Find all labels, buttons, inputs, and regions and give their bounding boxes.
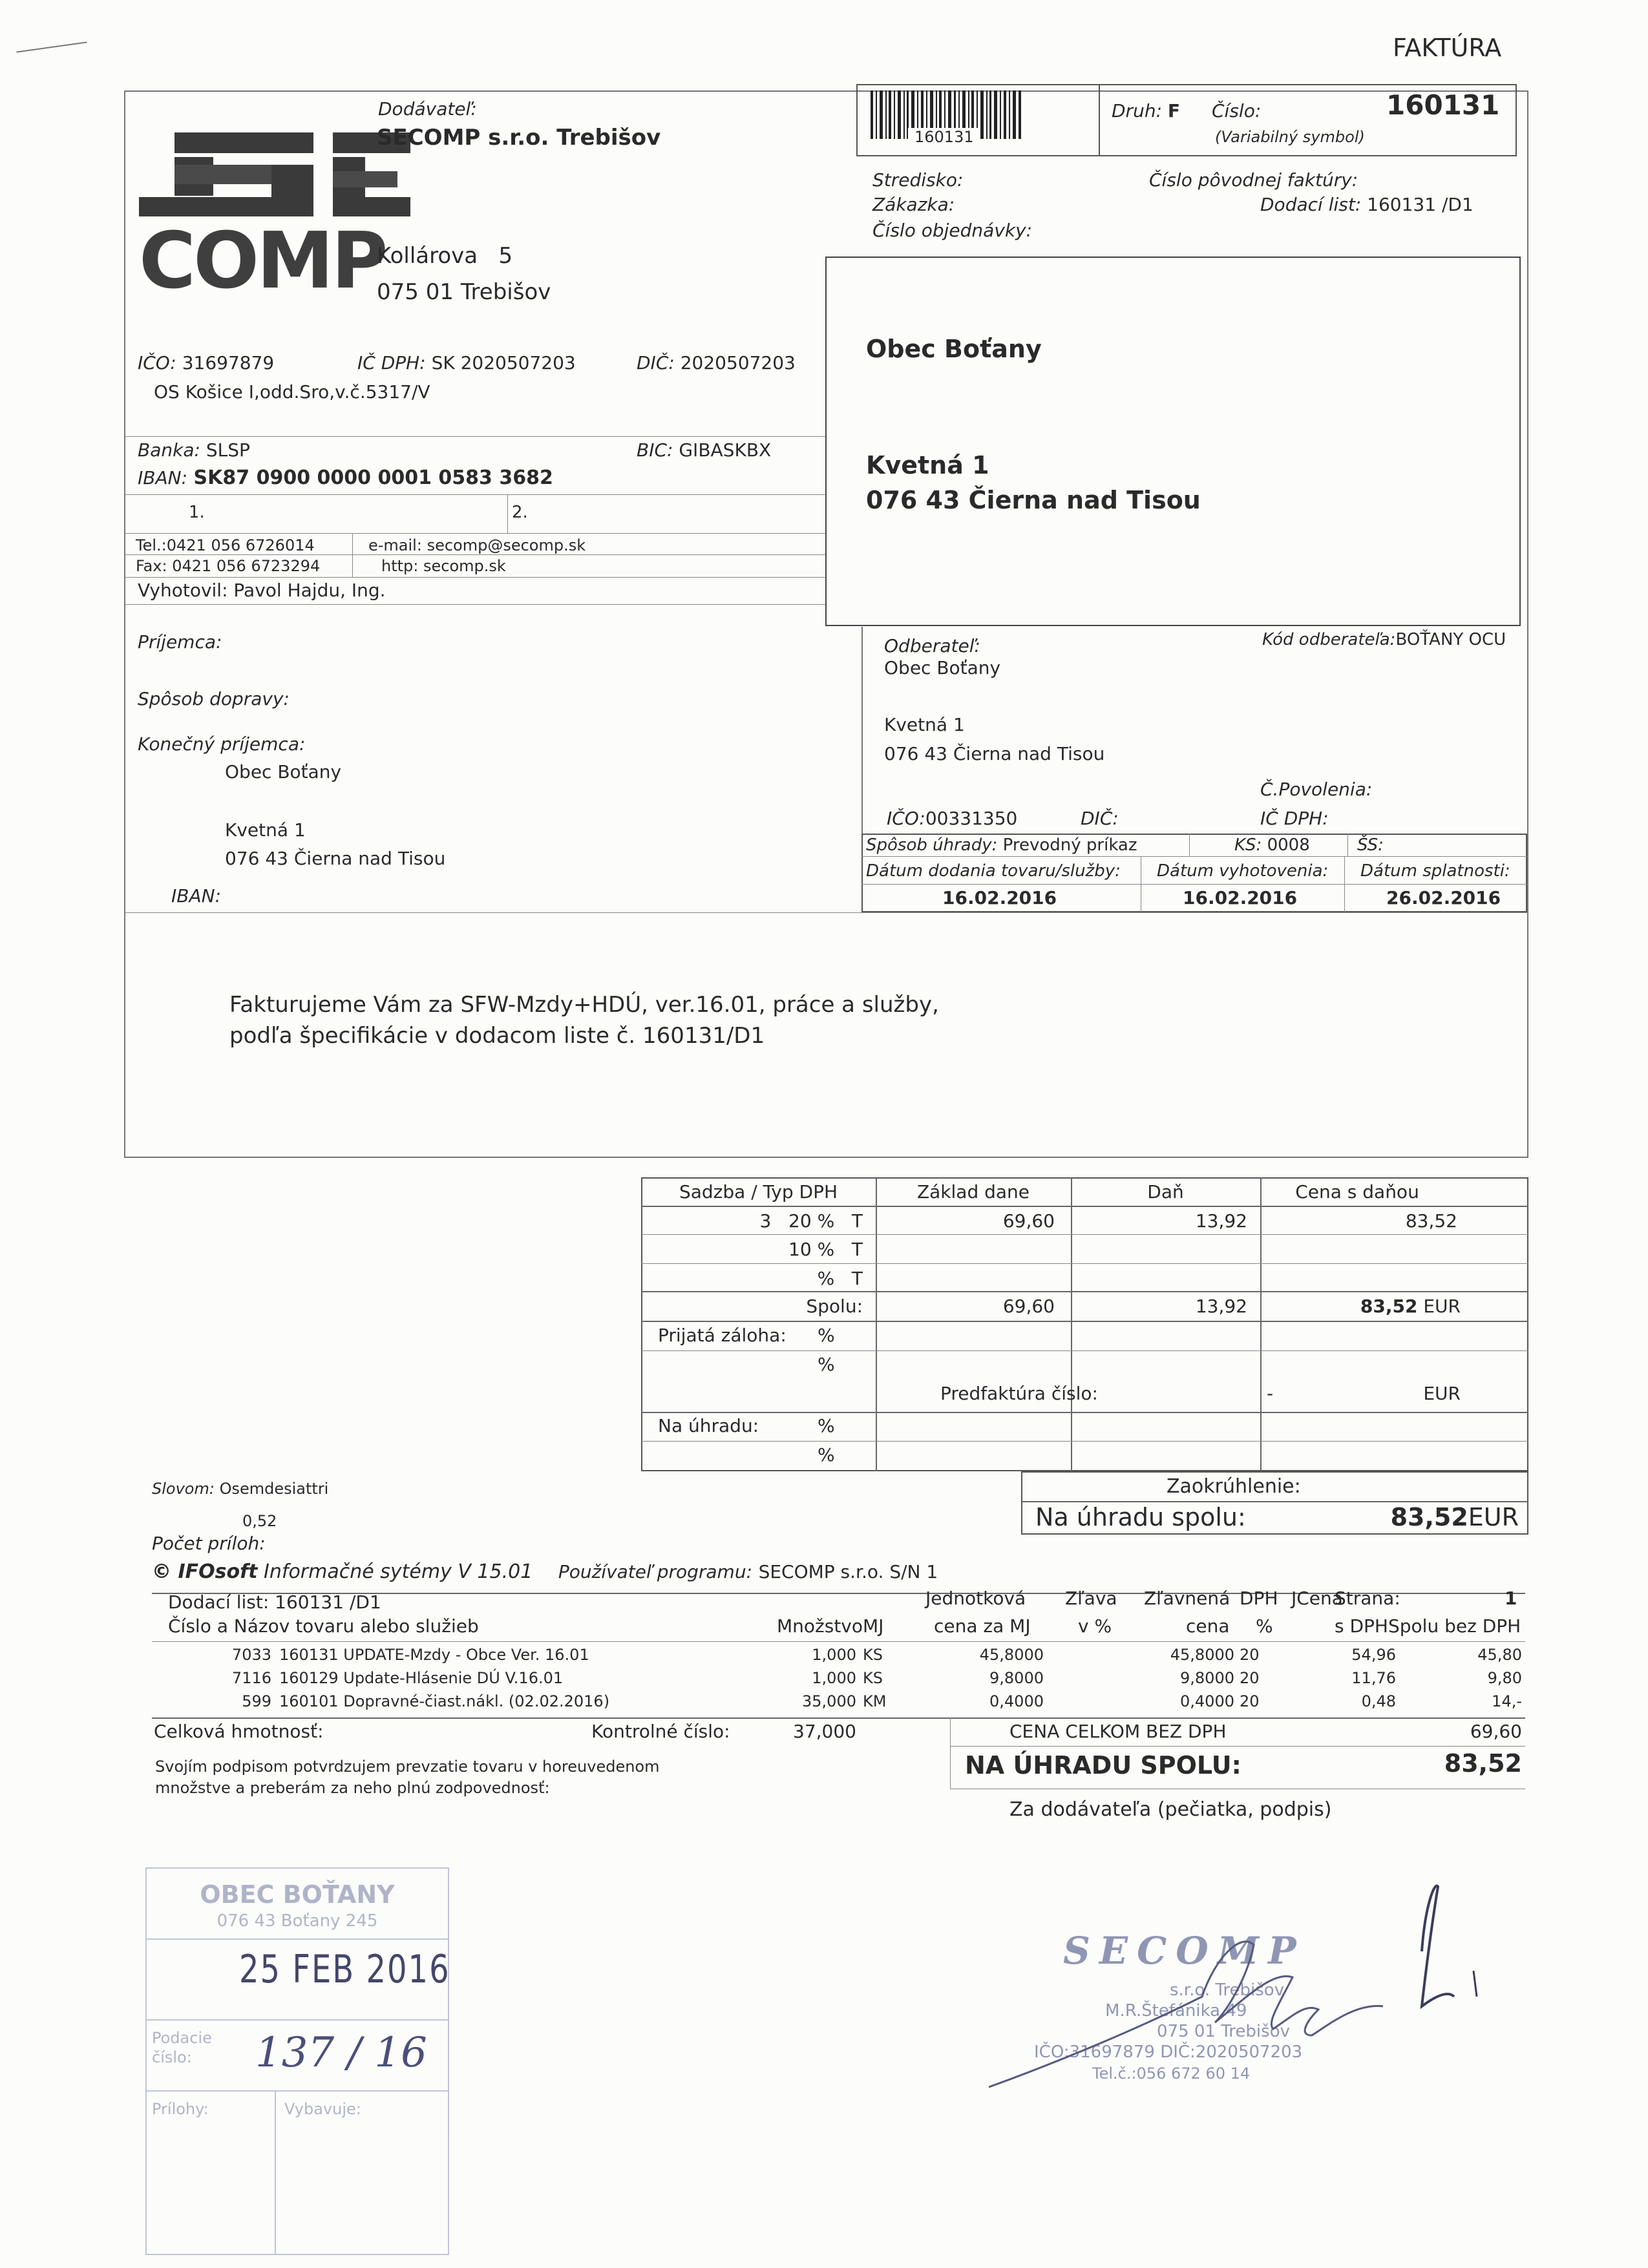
konecny-prijemca-street: Kvetná 1 [225, 819, 306, 841]
vat-rate-10: 10 % T [788, 1239, 863, 1260]
supplier-name: SECOMP s.r.o. Trebišov [377, 125, 661, 151]
supplier-stamp: SECOMP s.r.o. Trebišov M.R.Štefánika 49 075 01 Trebišov IČO:31697879 DIČ:2020507203 Tel.č.:056 672 60 14 [1034, 1929, 1305, 2083]
divider [124, 554, 825, 555]
ks: KS: 0008 [1234, 835, 1310, 855]
divider [950, 1746, 1525, 1747]
recipient-address-box [825, 257, 1521, 626]
h-dph: DPH [1240, 1588, 1278, 1609]
handwritten-number: 137 / 16 [255, 2029, 427, 2077]
description-line2: podľa špecifikácie v dodacom liste č. 160131/D1 [229, 1023, 765, 1049]
doprava-label: Spôsob dopravy: [138, 688, 290, 709]
document-type: FAKTÚRA [1393, 34, 1502, 62]
logo-comp: COMP [139, 216, 386, 306]
supplier-dic: DIČ: 2020507203 [637, 352, 796, 373]
h-zlavnena: Zľavnená [1144, 1588, 1231, 1609]
stredisko-label: Stredisko: [872, 169, 964, 191]
divider [124, 577, 825, 578]
h-zlava: Zľava [1065, 1588, 1117, 1609]
supplier-street: Kollárova 5 [377, 243, 513, 269]
control-label: Kontrolné číslo: [591, 1721, 730, 1742]
h-s-dph: s DPH [1335, 1615, 1388, 1637]
spolu-base: 69,60 [1002, 1296, 1055, 1317]
divider [124, 912, 1528, 913]
divider [1071, 1177, 1072, 1471]
items-dodaci-list: Dodací list: 160131 /D1 [168, 1591, 381, 1613]
divider [641, 1441, 1528, 1442]
na-uhradu-label: Na úhradu: [658, 1415, 759, 1436]
customer-ico: IČO:00331350 [887, 808, 1018, 829]
dodaci-list: Dodací list: 160131 /D1 [1260, 194, 1474, 215]
h-v-pct: v % [1078, 1615, 1112, 1637]
prijemca-label: Príjemca: [138, 631, 222, 653]
povolenia-label: Č.Povolenia: [1260, 779, 1373, 800]
divider [641, 1206, 1528, 1207]
rounding-label: Zaokrúhlenie: [1167, 1475, 1301, 1498]
vat-header-base: Základ dane [916, 1181, 1030, 1202]
strana: 1 [1505, 1588, 1517, 1609]
received-date: 25 FEB 2016 [239, 1947, 450, 1992]
final-total: 83,52 [1444, 1749, 1522, 1778]
supplier-bank: Banka: SLSP [138, 439, 250, 461]
objednavka-label: Číslo objednávky: [872, 220, 1033, 241]
datum-vyhotovenia: 16.02.2016 [1183, 887, 1298, 908]
divider [1021, 1501, 1528, 1502]
supplier-tel: Tel.:0421 056 6726014 [136, 536, 315, 554]
barcode-number: 160131 [908, 128, 980, 146]
zaloha-label: Prijatá záloha: [658, 1325, 787, 1346]
h-jcena: JCena [1291, 1588, 1343, 1609]
h-cislo-nazov: Číslo a Názov tovaru alebo služieb [168, 1615, 479, 1637]
datum-vyhotovenia-label: Dátum vyhotovenia: [1157, 861, 1329, 881]
divider [507, 494, 508, 533]
spolu-tax: 13,92 [1195, 1296, 1247, 1317]
odberatel-label: Odberateľ: [884, 635, 980, 656]
item-row: 599 160101 Dopravné-čiast.nákl. (02.02.2016) 35,000 KM 0,4000 0,4000 20 0,48 14,- [242, 1692, 1522, 1710]
received-stamp: OBEC BOŤANY 076 43 Boťany 245 Podacie číslo: Prílohy: Vybavuje: [145, 1867, 449, 2268]
divider [641, 1412, 1528, 1413]
zaloha-pct-2: % [818, 1354, 835, 1375]
pen-mark [16, 41, 87, 52]
divider [1189, 834, 1190, 856]
divider [124, 494, 825, 495]
vat-header-total: Cena s daňou [1295, 1181, 1419, 1202]
vat-total-20: 83,52 [1405, 1210, 1457, 1232]
divider [861, 884, 1527, 885]
signature [969, 1867, 1499, 2113]
supplier-register: OS Košice I,odd.Sro,v.č.5317/V [154, 381, 430, 403]
h-dph-pct: % [1256, 1615, 1273, 1637]
na-uhradu-spolu-label: Na úhradu spolu: [1035, 1503, 1246, 1531]
slovom-cents: 0,52 [242, 1512, 277, 1530]
strana-label: Strana: [1335, 1588, 1400, 1609]
divider [641, 1234, 1528, 1235]
customer-icdph-label: IČ DPH: [1260, 808, 1329, 829]
software-line: © IFOsoft Informačné sytémy V 15.01 Používateľ programu: SECOMP s.r.o. S/N 1 [152, 1560, 938, 1583]
iban-label: IBAN: [171, 885, 221, 907]
zakazka-label: Zákazka: [872, 194, 955, 215]
na-uhradu-spolu: 83,52EUR [1390, 1503, 1519, 1531]
final-total-label: NA ÚHRADU SPOLU: [965, 1751, 1241, 1780]
control-number: 37,000 [793, 1721, 856, 1742]
recipient-city: 076 43 Čierna nad Tisou [866, 486, 1201, 514]
weight-label: Celková hmotnosť: [154, 1721, 324, 1742]
vat-tax-20: 13,92 [1195, 1210, 1247, 1232]
issued-by: Vyhotovil: Pavol Hajdu, Ing. [138, 580, 386, 601]
druh: Druh: F [1112, 100, 1181, 121]
h-jednotkova: Jednotková [925, 1588, 1026, 1609]
vat-header-tax: Daň [1147, 1181, 1184, 1202]
recipient-street: Kvetná 1 [866, 451, 989, 479]
payment-method: Spôsob úhrady: Prevodný príkaz [866, 835, 1137, 855]
customer-code: Kód odberateľa:BOŤANY OCU [1262, 630, 1506, 649]
supplier-web: http: secomp.sk [381, 557, 506, 575]
spolu-total: 83,52 EUR [1360, 1296, 1461, 1317]
supplier-city: 075 01 Trebišov [377, 279, 551, 305]
divider [1347, 834, 1348, 856]
supplier-iban: IBAN: SK87 0900 0000 0001 0583 3682 [138, 467, 553, 489]
bez-dph-label: CENA CELKOM BEZ DPH [1009, 1721, 1227, 1742]
supplier-fax: Fax: 0421 056 6723294 [136, 557, 321, 575]
cislo-label: Číslo: [1212, 100, 1262, 121]
divider [1099, 84, 1100, 156]
recipient-name: Obec Boťany [866, 335, 1042, 363]
customer-street: Kvetná 1 [884, 714, 965, 735]
bez-dph: 69,60 [1470, 1721, 1522, 1742]
h-mj: MJ [863, 1615, 884, 1637]
datum-dodania: 16.02.2016 [942, 887, 1057, 908]
divider [124, 436, 825, 437]
divider [641, 1263, 1528, 1264]
h-cena-za-mj: cena za MJ [934, 1615, 1031, 1637]
ss-label: ŠS: [1357, 835, 1384, 855]
predfaktura-eur: EUR [1423, 1383, 1461, 1404]
na-uhradu-pct-1: % [818, 1415, 835, 1436]
divider [1344, 856, 1345, 912]
spolu-label: Spolu: [806, 1296, 863, 1317]
secomp-logo [139, 126, 417, 313]
konecny-prijemca-label: Konečný príjemca: [138, 733, 306, 755]
divider [124, 533, 825, 534]
za-dodavatela: Za dodávateľa (pečiatka, podpis) [1009, 1798, 1332, 1821]
customer-dic-label: DIČ: [1081, 808, 1119, 829]
supplier-icdph: IČ DPH: SK 2020507203 [357, 352, 576, 373]
konecny-prijemca-name: Obec Boťany [225, 761, 342, 782]
h-spolu-bez-dph: Spolu bez DPH [1388, 1615, 1521, 1637]
divider [876, 1177, 877, 1471]
customer-city: 076 43 Čierna nad Tisou [884, 743, 1105, 764]
item-row: 7033 160131 UPDATE-Mzdy - Obce Ver. 16.01 1,000 KS 45,8000 45,8000 20 54,96 45,80 [231, 1646, 1522, 1664]
account-2: 2. [512, 503, 528, 522]
description-line1: Fakturujeme Vám za SFW-Mzdy+HDÚ, ver.16.01, práce a služby, [229, 992, 939, 1018]
divider [152, 1641, 1525, 1642]
supplier-bic: BIC: GIBASKBX [637, 439, 772, 461]
divider [641, 1291, 1528, 1292]
divider [641, 1350, 1528, 1351]
vat-header-rate: Sadzba / Typ DPH [679, 1181, 838, 1202]
datum-splatnosti: 26.02.2016 [1386, 887, 1501, 908]
povodna-faktura-label: Číslo pôvodnej faktúry: [1149, 169, 1358, 191]
supplier-email: e-mail: secomp@secomp.sk [368, 536, 586, 554]
datum-splatnosti-label: Dátum splatnosti: [1360, 861, 1510, 881]
divider [950, 1717, 951, 1789]
konecny-prijemca-city: 076 43 Čierna nad Tisou [225, 848, 446, 869]
zaloha-pct-1: % [818, 1325, 835, 1346]
predfaktura-dash: - [1267, 1383, 1274, 1404]
supplier-label: Dodávateľ: [378, 98, 477, 120]
customer-name: Obec Boťany [884, 657, 1001, 678]
divider [124, 604, 825, 605]
divider [641, 1321, 1528, 1322]
confirm-text-1: Svojím podpisom potvrdzujem prevzatie tovaru v horeuvedenom [155, 1758, 660, 1776]
divider [1260, 1177, 1262, 1471]
barcode [869, 90, 1024, 152]
confirm-text-2: množstve a preberám za neho plnú zodpovednosť: [155, 1779, 550, 1797]
vat-rate-20: 3 20 % T [759, 1210, 863, 1232]
vat-base-20: 69,60 [1002, 1210, 1055, 1232]
divider [861, 856, 1527, 857]
predfaktura-label: Predfaktúra číslo: [940, 1383, 1098, 1404]
datum-dodania-label: Dátum dodania tovaru/služby: [866, 861, 1121, 881]
h-cena: cena [1186, 1615, 1230, 1637]
divider [352, 533, 353, 577]
invoice-number: 160131 [1386, 89, 1500, 121]
divider [152, 1717, 1525, 1719]
supplier-ico: IČO: 31697879 [138, 352, 275, 373]
slovom: Slovom: Osemdesiattri [152, 1480, 329, 1498]
h-mnozstvo: Množstvo [777, 1615, 863, 1637]
variable-symbol-label: (Variabilný symbol) [1215, 128, 1365, 146]
account-1: 1. [189, 503, 205, 522]
na-uhradu-pct-2: % [818, 1444, 835, 1465]
vat-rate-0: % T [817, 1268, 863, 1289]
pocet-priloh-label: Počet príloh: [152, 1533, 266, 1554]
item-row: 7116 160129 Update-Hlásenie DÚ V.16.01 1,000 KS 9,8000 9,8000 20 11,76 9,80 [231, 1669, 1522, 1687]
